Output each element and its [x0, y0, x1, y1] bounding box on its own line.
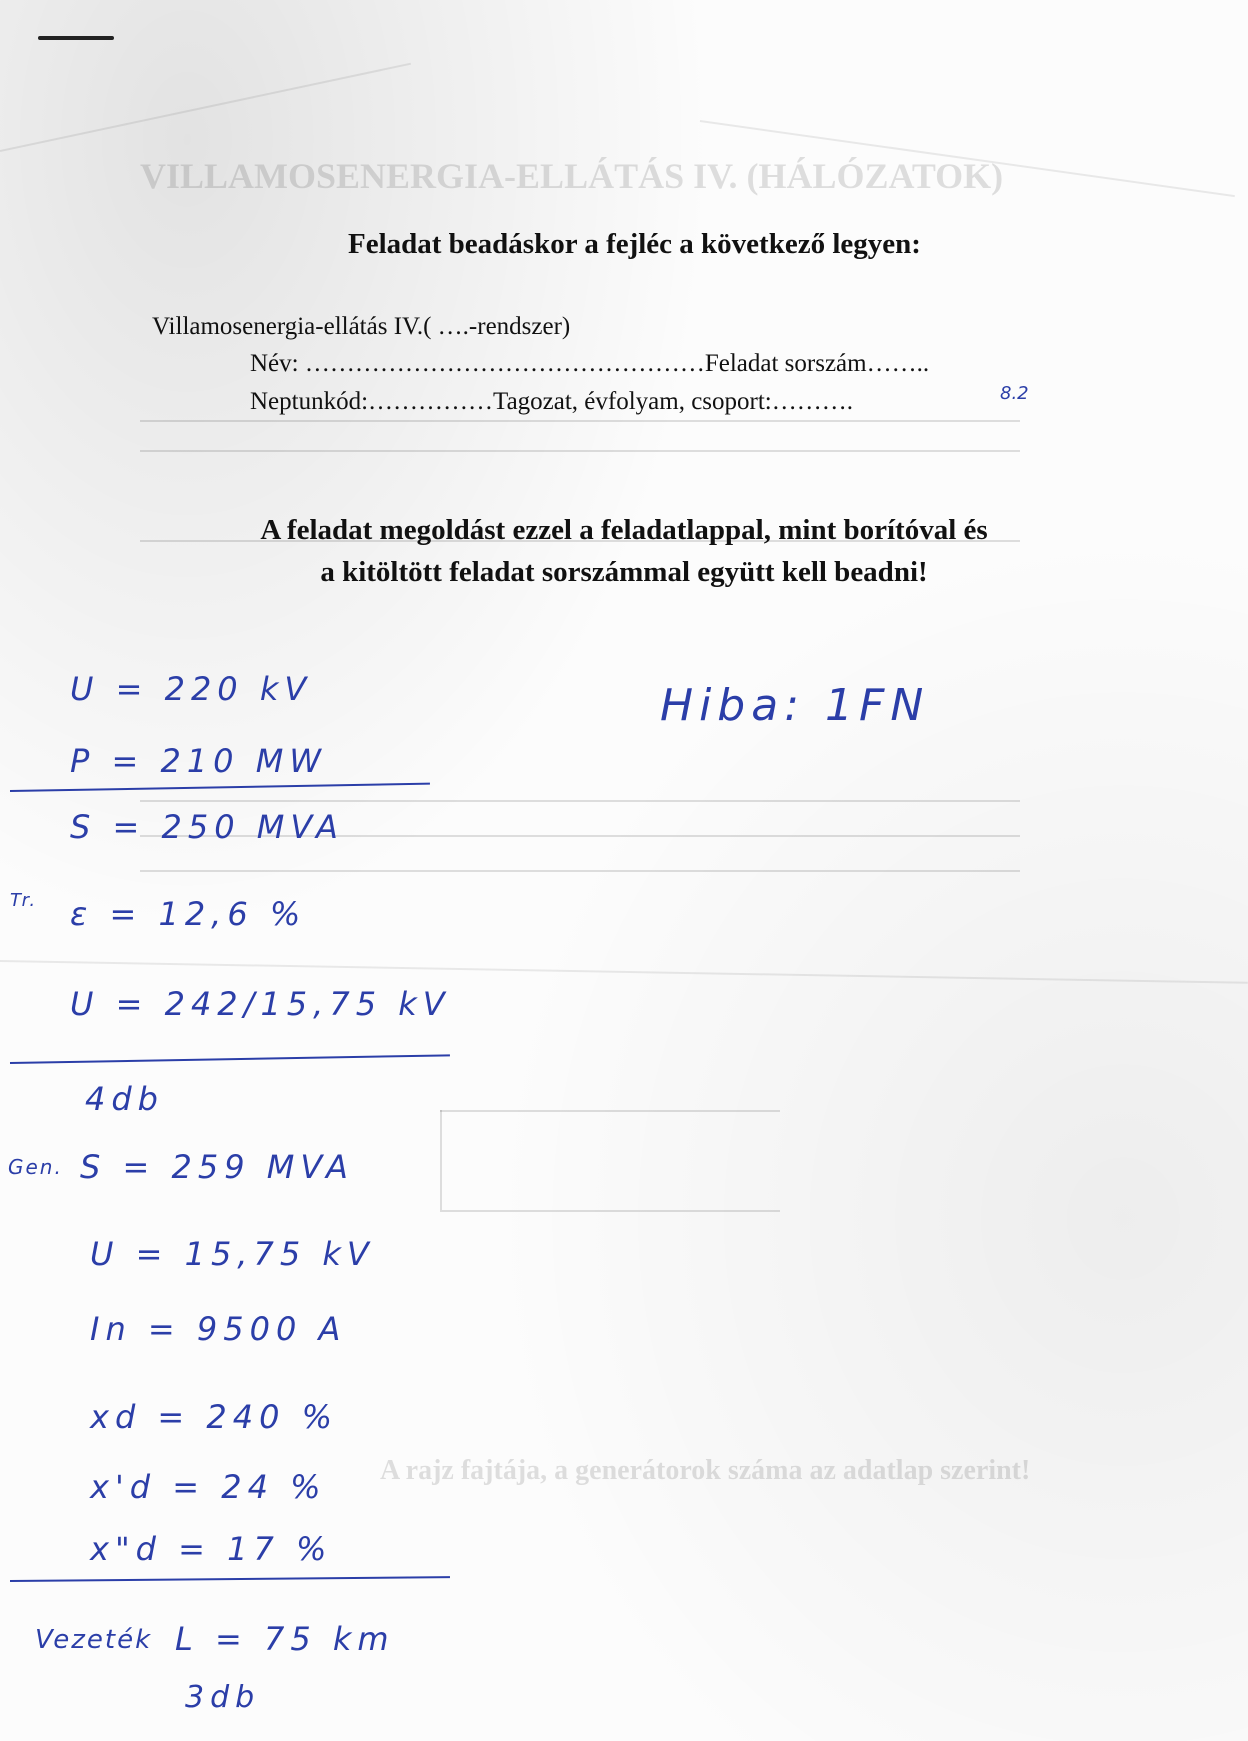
name-line: Név: …………………………………………Feladat sorszám…….. — [250, 350, 930, 377]
hw-power: P = 210 MW — [70, 742, 327, 780]
hw-line-length: L = 75 km — [175, 1620, 395, 1658]
ghost-diagram-line — [440, 1110, 442, 1210]
header-title: Feladat beadáskor a fejléc a következő legyen: — [348, 228, 921, 260]
top-mark — [38, 36, 114, 40]
hw-transient-reactance: x'd = 24 % — [90, 1468, 327, 1506]
hw-generator-label: Gen. — [8, 1155, 63, 1179]
hw-short-circuit-voltage: ε = 12,6 % — [70, 895, 307, 933]
hw-transformer-label: Tr. — [10, 890, 38, 911]
hw-subtransient-reactance: x"d = 17 % — [90, 1530, 333, 1568]
hw-synchronous-reactance: xd = 240 % — [90, 1398, 339, 1436]
hw-voltage: U = 220 kV — [70, 670, 313, 708]
instruction-line-2: a kitöltött feladat sorszámmal együtt kell beadni! — [320, 556, 928, 588]
hw-apparent-power: S = 250 MVA — [70, 808, 344, 846]
ghost-title: VILLAMOSENERGIA-ELLÁTÁS IV. (HÁLÓZATOK) — [140, 156, 1004, 196]
group-fill: 8.2 — [1000, 383, 1029, 404]
hw-quantity-lines: 3db — [185, 1680, 261, 1715]
ghost-heading: A rajz fajtája, a generátorok száma az adatlap szerint! — [380, 1455, 1031, 1486]
hw-voltage-ratio: U = 242/15,75 kV — [70, 985, 451, 1023]
hw-quantity-transformers: 4db — [85, 1080, 164, 1118]
ghost-rule — [140, 800, 1020, 802]
ghost-rule — [140, 870, 1020, 872]
hw-line-label: Vezeték — [35, 1625, 153, 1655]
hw-generator-power: S = 259 MVA — [80, 1148, 354, 1186]
instruction-line-1: A feladat megoldást ezzel a feladatlappal, mint borítóval és — [260, 514, 988, 546]
hw-fault: Hiba: 1FN — [660, 680, 930, 731]
course-line: Villamosenergia-ellátás IV.( ….-rendszer) — [152, 313, 571, 340]
hw-generator-voltage: U = 15,75 kV — [90, 1235, 375, 1273]
ghost-rule — [140, 450, 1020, 452]
ghost-diagram-line — [440, 1210, 780, 1212]
neptun-line: Neptunkód:……………Tagozat, évfolyam, csoport:………. — [250, 388, 854, 415]
ghost-rule — [140, 420, 1020, 422]
hw-nominal-current: In = 9500 A — [90, 1310, 347, 1348]
ghost-diagram-line — [440, 1110, 780, 1112]
